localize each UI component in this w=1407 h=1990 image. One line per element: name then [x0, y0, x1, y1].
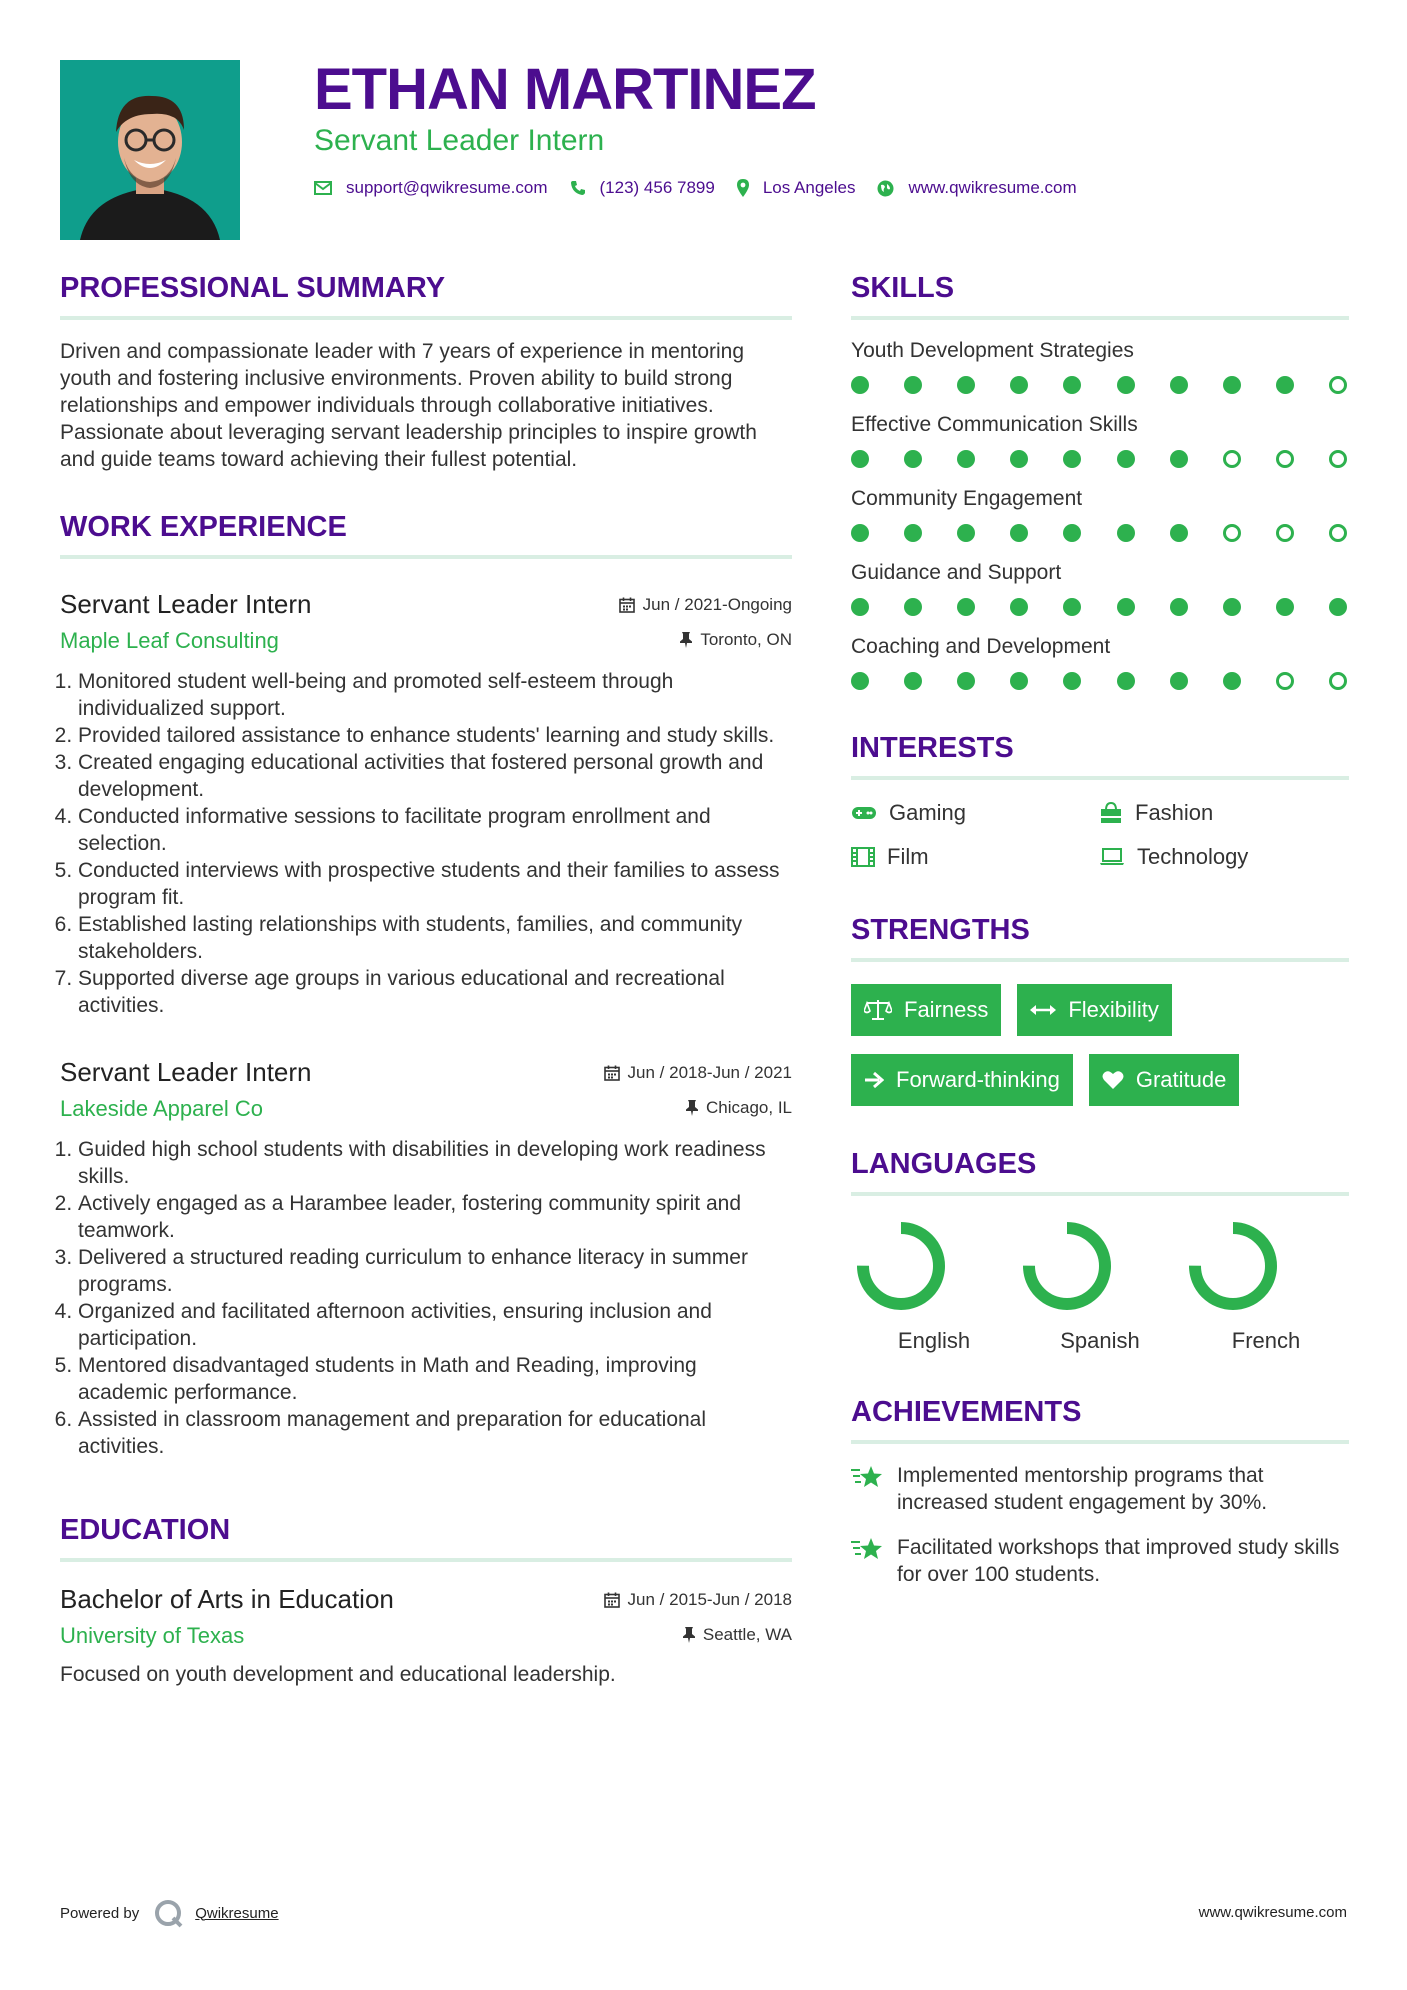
contact-website-text: www.qwikresume.com [908, 178, 1077, 197]
gamepad-icon [851, 805, 877, 821]
list-item: 5. Mentored disadvantaged students in Math and Reading, improving academic performance. [78, 1352, 792, 1406]
job-date-text: Jun / 2021-Ongoing [642, 595, 792, 614]
skill-dot-empty [1329, 524, 1347, 542]
skill-rating [851, 598, 1349, 616]
language-name: English [897, 1328, 971, 1353]
contact-website[interactable] [877, 178, 1076, 198]
pushpin-icon [686, 1100, 698, 1116]
interests-list [851, 800, 1349, 870]
candidate-role: Servant Leader Intern [314, 124, 605, 157]
skill-dot-filled [957, 376, 975, 394]
interest-label: Technology [1137, 844, 1249, 869]
achievements-list [851, 1462, 1349, 1588]
shooting-star-icon [851, 1464, 883, 1490]
skills-list [851, 338, 1349, 690]
interest-label: Fashion [1135, 800, 1214, 825]
envelope-icon [314, 181, 332, 195]
education-description: Focused on youth development and educational leadership. [60, 1663, 616, 1686]
skill-item [851, 634, 1349, 690]
education-date-text: Jun / 2015-Jun / 2018 [627, 1590, 792, 1609]
job-date-text: Jun / 2018-Jun / 2021 [627, 1063, 792, 1082]
interest-item [851, 800, 1099, 826]
job-location-text: Toronto, ON [700, 630, 792, 649]
skill-dot-filled [1223, 598, 1241, 616]
skill-dot-filled [1117, 450, 1135, 468]
skill-dot-filled [904, 598, 922, 616]
strength-badge [1089, 1054, 1240, 1106]
profile-photo [60, 60, 240, 240]
skill-dot-filled [1170, 376, 1188, 394]
education-entry [60, 1584, 792, 1687]
contact-bar [314, 178, 1099, 198]
pushpin-icon [683, 1627, 695, 1643]
skill-dot-empty [1276, 524, 1294, 542]
achievement-text: Facilitated workshops that improved study skills for over 100 students. [897, 1536, 1340, 1586]
skill-name: Community Engagement [851, 487, 1083, 510]
strength-label: Flexibility [1068, 997, 1159, 1022]
degree-title: Bachelor of Arts in Education [60, 1584, 394, 1614]
list-item: 2. Actively engaged as a Harambee leader, fostering community spirit and teamwork. [78, 1190, 792, 1244]
skill-rating [851, 524, 1349, 542]
summary-text: Driven and compassionate leader with 7 years of experience in mentoring youth and fostering inclusive environments. Proven ability to build strong relationships and empower individuals through collaborative initiatives. Passionate about leveraging servant leadership principles to inspire growth and guide teams toward achieving their fullest potential. [60, 340, 757, 471]
skill-item [851, 560, 1349, 616]
skill-dot-filled [1010, 376, 1028, 394]
education-location [683, 1625, 792, 1645]
education-location-text: Seattle, WA [702, 1625, 792, 1644]
skills-title: SKILLS [851, 270, 1349, 320]
skill-dot-empty [1329, 672, 1347, 690]
job-entry [60, 1057, 792, 1460]
heart-icon [1102, 1070, 1124, 1090]
skill-item [851, 338, 1349, 394]
contact-phone-text: (123) 456 7899 [599, 178, 715, 197]
skill-dot-empty [1329, 450, 1347, 468]
company-name: Maple Leaf Consulting [60, 628, 279, 653]
skill-dot-filled [1010, 672, 1028, 690]
skill-item [851, 412, 1349, 468]
skill-name: Coaching and Development [851, 635, 1111, 658]
language-proficiency-ring [853, 1218, 949, 1314]
skill-dot-filled [1010, 598, 1028, 616]
skill-dot-filled [957, 672, 975, 690]
skill-dot-filled [1010, 450, 1028, 468]
skill-dot-empty [1223, 450, 1241, 468]
skill-dot-empty [1276, 672, 1294, 690]
powered-by-label: Powered by [60, 1904, 140, 1922]
language-proficiency-ring [1185, 1218, 1281, 1314]
arrows-horizontal-icon [1030, 1004, 1056, 1016]
job-bullets [60, 668, 792, 1019]
strength-badge [851, 1054, 1073, 1106]
skill-dot-empty [1223, 524, 1241, 542]
list-item: 1. Monitored student well-being and promoted self-esteem through individualized support. [78, 668, 792, 722]
list-item: 4. Conducted informative sessions to facilitate program enrollment and selection. [78, 803, 792, 857]
language-name: French [1231, 1328, 1301, 1353]
calendar-icon [604, 1592, 620, 1608]
skill-dot-filled [1063, 376, 1081, 394]
laptop-icon [1099, 848, 1125, 866]
skill-dot-filled [904, 524, 922, 542]
list-item: 3. Created engaging educational activities that fostered personal growth and development. [78, 749, 792, 803]
skill-dot-filled [1117, 672, 1135, 690]
globe-icon [877, 180, 894, 197]
skill-dot-filled [1117, 376, 1135, 394]
list-item: 2. Provided tailored assistance to enhance students' learning and study skills. [78, 722, 792, 749]
skill-dot-filled [1063, 598, 1081, 616]
skill-dot-filled [1170, 450, 1188, 468]
interests-title: INTERESTS [851, 730, 1349, 780]
achievement-item [851, 1462, 1349, 1516]
contact-location-text: Los Angeles [762, 178, 856, 197]
experience-title: WORK EXPERIENCE [60, 509, 792, 559]
calendar-icon [619, 597, 635, 613]
skill-dot-empty [1276, 450, 1294, 468]
strengths-list [851, 984, 1349, 1106]
right-column [851, 270, 1349, 1588]
job-bullets [60, 1136, 792, 1460]
skill-dot-filled [1276, 376, 1294, 394]
job-date [619, 595, 792, 615]
arrow-right-icon [864, 1071, 884, 1089]
skill-dot-filled [1063, 524, 1081, 542]
skill-name: Guidance and Support [851, 561, 1062, 584]
skill-dot-filled [1276, 598, 1294, 616]
strengths-title: STRENGTHS [851, 912, 1349, 962]
strength-label: Fairness [904, 997, 989, 1022]
summary-title: PROFESSIONAL SUMMARY [60, 270, 792, 320]
skill-dot-empty [1329, 376, 1347, 394]
skill-rating [851, 376, 1349, 394]
language-item [851, 1218, 1017, 1354]
job-location [686, 1098, 792, 1118]
list-item: 5. Conducted interviews with prospective students and their families to assess program fit. [78, 857, 792, 911]
skill-dot-filled [1170, 598, 1188, 616]
job-title: Servant Leader Intern [60, 589, 312, 619]
education-title: EDUCATION [60, 1512, 792, 1562]
skill-dot-filled [1329, 598, 1347, 616]
job-date [604, 1063, 792, 1083]
skill-dot-filled [851, 672, 869, 690]
skill-dot-filled [1170, 524, 1188, 542]
languages-title: LANGUAGES [851, 1146, 1349, 1196]
skill-dot-filled [851, 450, 869, 468]
skill-dot-filled [904, 450, 922, 468]
list-item: 7. Supported diverse age groups in various educational and recreational activities. [78, 965, 792, 1019]
brand-link[interactable]: Qwikresume [195, 1904, 279, 1922]
footer-website[interactable]: www.qwikresume.com [1198, 1904, 1347, 1921]
interest-item [851, 844, 1099, 870]
list-item: 3. Delivered a structured reading curriculum to enhance literacy in summer programs. [78, 1244, 792, 1298]
school-name: University of Texas [60, 1623, 245, 1648]
skill-dot-filled [1063, 672, 1081, 690]
skill-dot-filled [1117, 524, 1135, 542]
interest-label: Film [887, 844, 929, 869]
language-item [1017, 1218, 1183, 1354]
language-item [1183, 1218, 1349, 1354]
skill-dot-filled [1063, 450, 1081, 468]
strength-label: Forward-thinking [896, 1067, 1060, 1092]
avatar [60, 60, 240, 240]
pushpin-icon [680, 632, 692, 648]
job-location-text: Chicago, IL [706, 1098, 792, 1117]
list-item: 1. Guided high school students with disabilities in developing work readiness skills. [78, 1136, 792, 1190]
list-item: 4. Organized and facilitated afternoon activities, ensuring inclusion and participation. [78, 1298, 792, 1352]
skill-name: Effective Communication Skills [851, 413, 1138, 436]
phone-icon [570, 180, 586, 196]
skill-dot-filled [957, 450, 975, 468]
skill-dot-filled [904, 672, 922, 690]
list-item: 6. Established lasting relationships with students, families, and community stakeholders. [78, 911, 792, 965]
skill-dot-filled [851, 376, 869, 394]
company-name: Lakeside Apparel Co [60, 1096, 264, 1121]
job-entry [60, 589, 792, 1019]
skill-dot-filled [1223, 672, 1241, 690]
achievements-title: ACHIEVEMENTS [851, 1394, 1349, 1444]
interest-label: Gaming [889, 800, 967, 825]
calendar-icon [604, 1065, 620, 1081]
skill-dot-filled [1117, 598, 1135, 616]
job-location [680, 630, 792, 650]
interest-item [1099, 844, 1347, 870]
strength-label: Gratitude [1135, 1067, 1227, 1092]
skill-dot-filled [957, 524, 975, 542]
shooting-star-icon [851, 1536, 883, 1562]
skill-name: Youth Development Strategies [851, 339, 1134, 362]
balance-scale-icon [864, 999, 892, 1021]
skill-dot-filled [851, 524, 869, 542]
contact-email-text: support@qwikresume.com [346, 178, 548, 197]
skill-rating [851, 672, 1349, 690]
skill-dot-filled [904, 376, 922, 394]
footer-powered-by [60, 1898, 279, 1928]
shopping-bag-icon [1099, 802, 1123, 824]
skill-dot-filled [851, 598, 869, 616]
qwikresume-logo-icon [153, 1898, 187, 1928]
skill-item [851, 486, 1349, 542]
skill-dot-filled [1223, 376, 1241, 394]
job-title: Servant Leader Intern [60, 1057, 312, 1087]
map-pin-icon [737, 179, 749, 197]
candidate-name: ETHAN MARTINEZ [314, 57, 816, 122]
skill-dot-filled [1170, 672, 1188, 690]
languages-list [851, 1218, 1349, 1354]
skill-dot-filled [957, 598, 975, 616]
skill-rating [851, 450, 1349, 468]
strength-badge [851, 984, 1001, 1036]
contact-location [737, 178, 856, 198]
left-column [60, 270, 792, 1687]
education-date [604, 1590, 792, 1610]
list-item: 6. Assisted in classroom management and preparation for educational activities. [78, 1406, 792, 1460]
achievement-item [851, 1534, 1349, 1588]
interest-item [1099, 800, 1347, 826]
language-proficiency-ring [1019, 1218, 1115, 1314]
contact-phone[interactable] [570, 178, 715, 198]
language-name: Spanish [1060, 1328, 1140, 1353]
strength-badge [1017, 984, 1171, 1036]
film-icon [851, 847, 875, 867]
skill-dot-filled [1010, 524, 1028, 542]
contact-email[interactable] [314, 178, 548, 198]
achievement-text: Implemented mentorship programs that increased student engagement by 30%. [897, 1464, 1268, 1514]
